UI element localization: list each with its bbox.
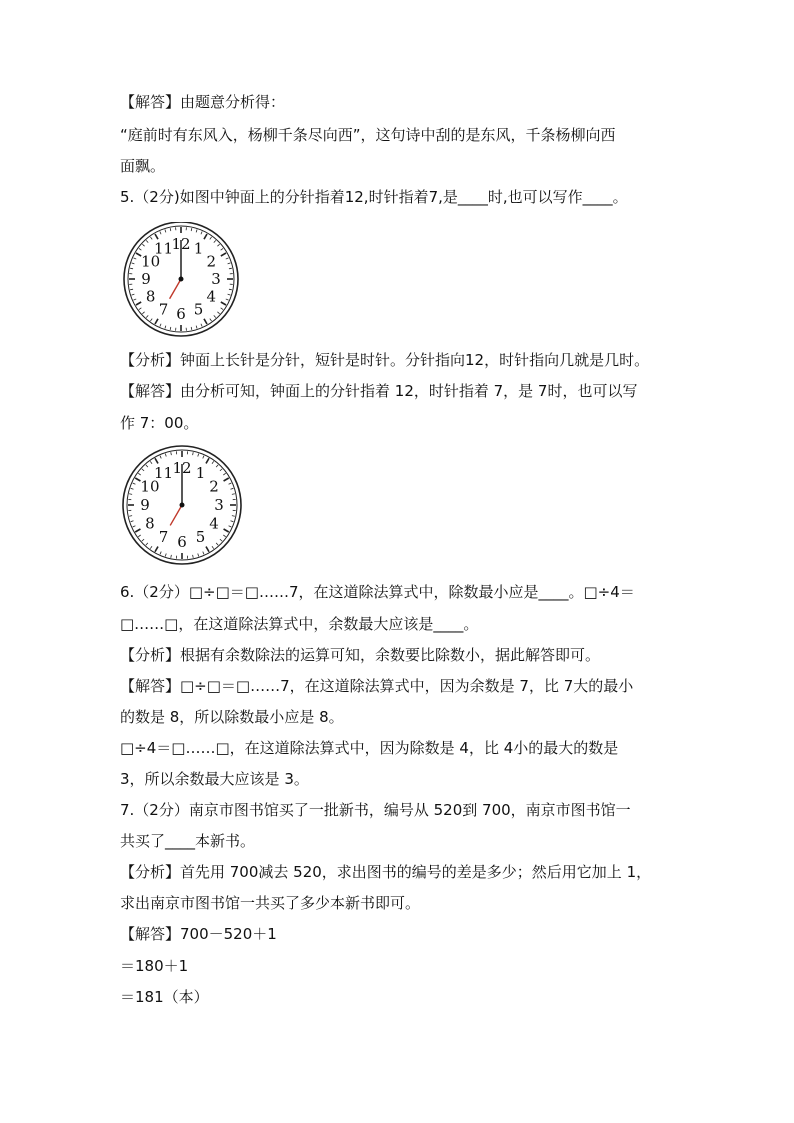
clock-number: 12 xyxy=(172,459,192,477)
answer-6-part2-cont: 3，所以余数最大应该是 3。 xyxy=(120,770,309,788)
answer-6-cont: 的数是 8，所以除数最小应是 8。 xyxy=(120,708,344,726)
clock-number: 1 xyxy=(193,239,204,258)
clock-number: 9 xyxy=(140,496,150,514)
question-7: 7.（2分）南京市图书馆买了一批新书，编号从 520到 700，南京市图书馆一 xyxy=(120,801,631,819)
clock-number: 9 xyxy=(141,270,151,288)
analysis-5: 【分析】钟面上长针是分针，短针是时针。分针指向12，时针指向几就是几时。 xyxy=(120,351,650,369)
clock-svg-1 xyxy=(120,222,246,340)
analysis-6: 【分析】根据有余数除法的运算可知，余数要比除数小，据此解答即可。 xyxy=(120,646,601,664)
answer-6: 【解答】□÷□＝□……7，在这道除法算式中，因为余数是 7，比 7大的最小 xyxy=(120,677,634,695)
clock-face-answer xyxy=(120,445,246,567)
clock-number: 2 xyxy=(206,252,217,271)
poem-explanation-cont: 面飘。 xyxy=(120,157,166,175)
clock-number: 3 xyxy=(211,270,221,288)
clock-number: 5 xyxy=(193,300,204,319)
clock-number: 12 xyxy=(171,235,191,253)
clock-number: 8 xyxy=(145,514,155,533)
clock-number: 8 xyxy=(145,287,156,306)
clock-number: 3 xyxy=(214,496,224,514)
clock-number: 4 xyxy=(209,514,219,533)
clock-face-question xyxy=(120,222,246,340)
clock-number: 6 xyxy=(176,305,186,323)
question-6-cont: □……□，在这道除法算式中，余数最大应该是____。 xyxy=(120,615,479,633)
answer-5-cont: 作 7：00。 xyxy=(120,414,199,432)
analysis-7-cont: 求出南京市图书馆一共买了多少本新书即可。 xyxy=(120,894,421,912)
clock-center-pivot xyxy=(180,503,185,508)
clock-number: 10 xyxy=(141,252,161,271)
clock-number: 7 xyxy=(158,528,169,547)
calc-step-1: ＝180＋1 xyxy=(120,957,189,975)
answer-6-part2: □÷4＝□……□，在这道除法算式中，因为除数是 4，比 4小的最大的数是 xyxy=(120,739,619,757)
analysis-7: 【分析】首先用 700减去 520，求出图书的编号的差是多少；然后用它加上 1， xyxy=(120,863,652,881)
clock-number: 7 xyxy=(158,300,169,319)
answer-7: 【解答】700－520＋1 xyxy=(120,925,277,943)
clock-number: 11 xyxy=(153,463,174,482)
clock-number: 10 xyxy=(140,477,160,496)
answer-heading-1: 【解答】由题意分析得： xyxy=(120,93,286,111)
clock-number: 5 xyxy=(195,528,206,547)
clock-number: 1 xyxy=(195,463,206,482)
clock-number: 4 xyxy=(206,287,217,306)
clock-number: 11 xyxy=(153,239,174,258)
calc-step-2: ＝181（本） xyxy=(120,988,209,1006)
clock-svg-2 xyxy=(120,445,246,567)
question-5: 5.（2分)如图中钟面上的分针指着12,时针指着7,是____时,也可以写作____。 xyxy=(120,188,628,206)
clock-number: 6 xyxy=(177,533,187,551)
clock-number: 2 xyxy=(209,477,219,496)
question-7-cont: 共买了____本新书。 xyxy=(120,832,256,850)
clock-center-pivot xyxy=(179,277,184,282)
question-6: 6.（2分）□÷□＝□……7，在这道除法算式中，除数最小应是____。□÷4＝ xyxy=(120,583,635,601)
poem-explanation: “庭前时有东风入，杨柳千条尽向西”，这句诗中刮的是东风，千条杨柳向西 xyxy=(120,126,616,144)
answer-5: 【解答】由分析可知，钟面上的分针指着 12，时针指着 7，是 7时，也可以写 xyxy=(120,382,638,400)
